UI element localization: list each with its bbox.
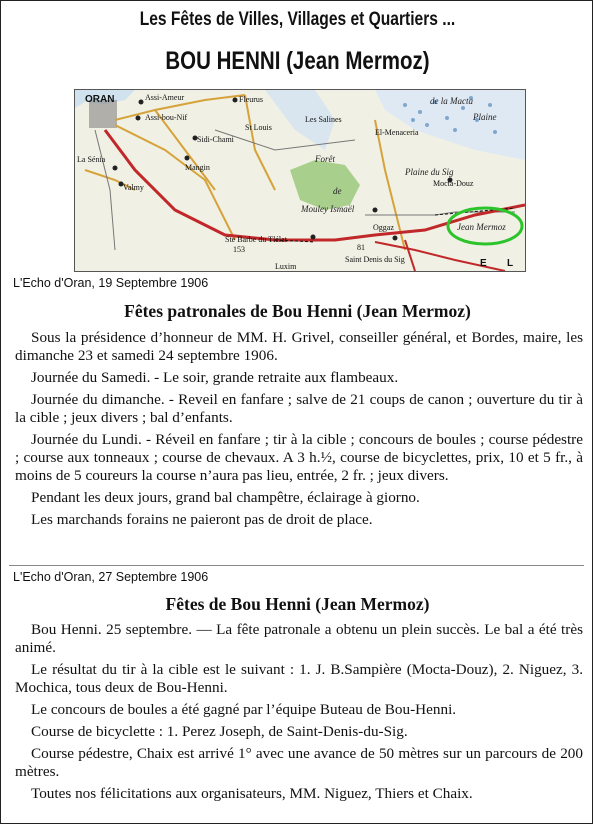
article1-body <box>15 329 583 533</box>
article1-paragraph: Journée du Lundi. - Réveil en fanfare ; tir à la cible ; concours de boules ; course pédestre ; course aux tonneaux ; course de chevaux. A 3 h.½, course de bicyclettes, prix, 10 et 5 fr., à moins de 5 coureurs la course n’aura pas lieu, entrée, 2 fr. ; jeux divers. <box>15 431 583 484</box>
label-st-denis: Saint Denis du Sig <box>345 255 405 264</box>
article1-heading: Fêtes patronales de Bou Henni (Jean Mermoz) <box>124 301 471 321</box>
label-plaine-du-sig: Plaine du Sig <box>405 167 454 177</box>
article1-paragraph: Les marchands forains ne paieront pas de droit de place. <box>31 511 373 528</box>
label-st-denis-number: 81 <box>357 243 365 252</box>
article1-paragraph: Pendant les deux jours, grand bal champêtre, éclairage à giorno. <box>31 489 420 506</box>
label-l: L <box>507 258 514 269</box>
article2-paragraph: Course pédestre, Chaix est arrivé 1° avec une avance de 50 mètres sur un parcours de 200 mètres. <box>15 745 583 780</box>
label-mangin: Mangin <box>185 163 210 172</box>
section-divider <box>9 565 584 566</box>
article1-paragraph: Journée du dimanche. - Reveil en fanfare ; salve de 21 coups de canon ; ouverture du tir à la cible ; jeux divers ; bal d’enfants. <box>15 391 583 426</box>
label-plaine: Plaine <box>473 112 497 122</box>
label-valmy: Valmy <box>123 183 144 192</box>
label-la-senia: La Sénia <box>77 155 106 164</box>
article1-source: L'Echo d'Oran, 19 Septembre 1906 <box>13 276 209 290</box>
article2-source: L'Echo d'Oran, 27 Septembre 1906 <box>13 570 209 584</box>
article2-paragraph: Le résultat du tir à la cible est le suivant : 1. J. B.Sampière (Mocta-Douz), 2. Niguez, 3. Mochica, tous deux de Bou-Henni. <box>15 661 583 696</box>
map-image <box>74 89 526 272</box>
label-mouley-ismael: Mouley Ismaël <box>301 204 355 214</box>
page-title: BOU HENNI (Jean Mermoz) <box>165 47 430 75</box>
map-drawing <box>75 90 525 271</box>
label-oran: ORAN <box>85 94 115 105</box>
label-assi-ameur: Assi-Ameur <box>145 93 185 102</box>
article1-paragraph: Journée du Samedi. - Le soir, grande retraite aux flambeaux. <box>31 369 399 386</box>
label-foret: Forêt <box>315 154 335 164</box>
label-st-louis: St Louis <box>245 123 272 132</box>
label-ste-barbe: Ste Barbe du Tlélat <box>225 235 287 244</box>
series-title: Les Fêtes de Villes, Villages et Quartiers ... <box>139 9 456 30</box>
label-de: de <box>333 186 342 196</box>
label-jean-mermoz: Jean Mermoz <box>457 222 506 232</box>
article2-paragraph: Bou Henni. 25 septembre. — La fête patronale a obtenu un plein succès. Le bal a été très animé. <box>15 621 583 656</box>
article2-paragraph: Le concours de boules a été gagné par l’équipe Buteau de Bou-Henni. <box>31 701 457 718</box>
article2-heading: Fêtes de Bou Henni (Jean Mermoz) <box>165 594 430 614</box>
label-sidi-chami: Sidi-Chami <box>197 135 234 144</box>
article2-paragraph: Toutes nos félicitations aux organisateurs, MM. Niguez, Thiers et Chaix. <box>31 785 473 802</box>
label-menaceria: El-Menaceria <box>375 128 419 137</box>
label-e: E <box>480 258 487 269</box>
label-ste-barbe-number: 153 <box>233 245 245 254</box>
label-oggaz: Oggaz <box>373 223 394 232</box>
article1-paragraph: Sous la présidence d’honneur de MM. H. Grivel, conseiller général, et Bordes, maire, les dimanche 23 et samedi 24 septembre 1906. <box>15 329 583 364</box>
label-macta: de la Macta <box>430 96 473 106</box>
label-assi-bou-nif: Assi-bou-Nif <box>145 113 188 122</box>
label-mocta-douz: Mocta-Douz <box>433 179 474 188</box>
article2-body <box>15 621 583 807</box>
article2-paragraph: Course de bicyclette : 1. Perez Joseph, de Saint-Denis-du-Sig. <box>31 723 408 740</box>
label-les-salines: Les Salines <box>305 115 342 124</box>
label-luxim: Luxim <box>275 262 297 271</box>
label-fleurus: Fleurus <box>239 95 263 104</box>
